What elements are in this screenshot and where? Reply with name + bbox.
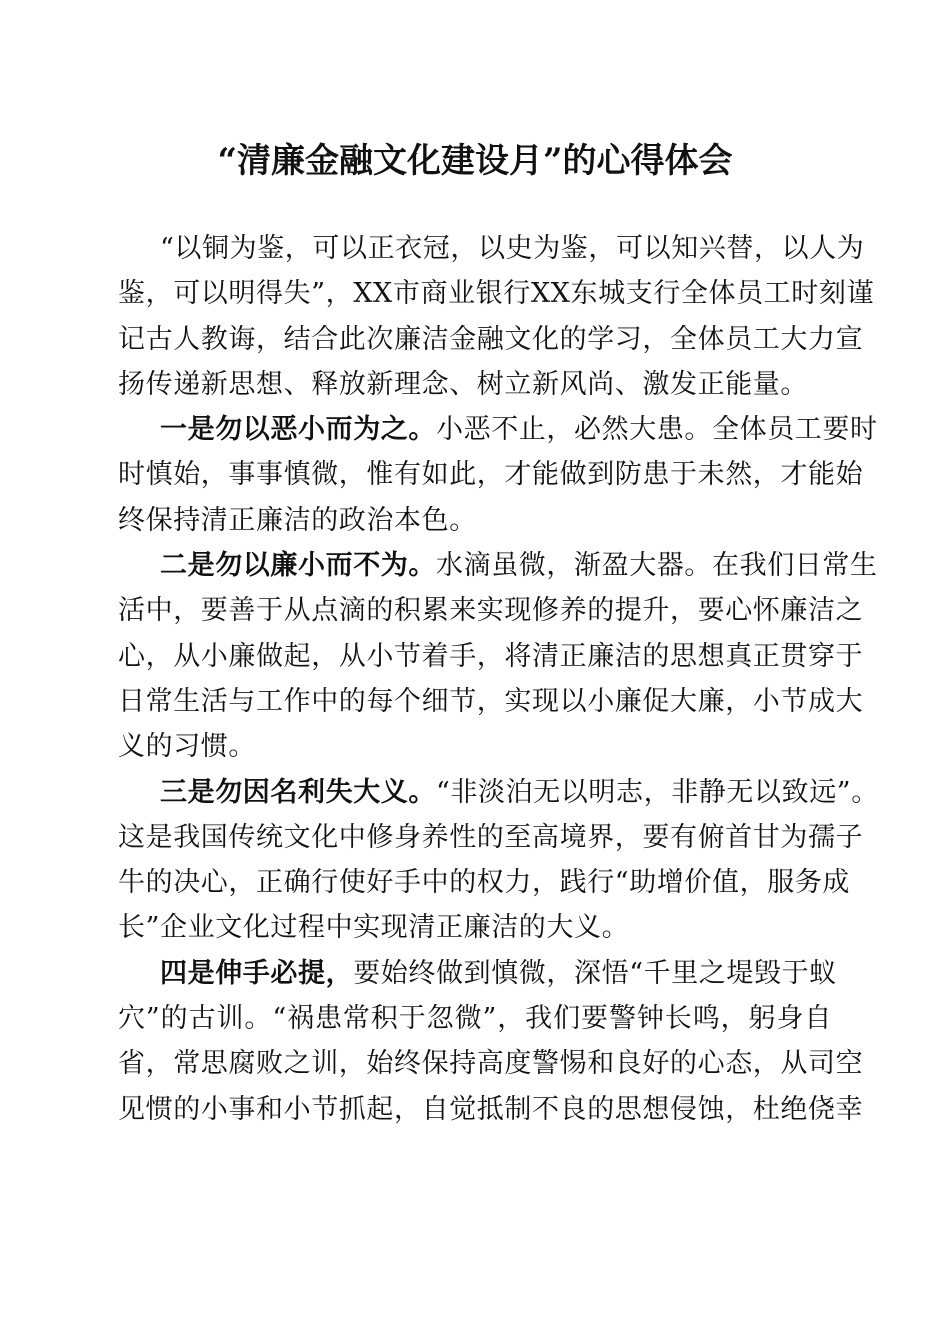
paragraph-point-2 [118,543,878,769]
paragraph-line: 心，从小廉做起，从小节着手，将清正廉洁的思想真正贯穿于 [118,640,864,672]
paragraph-point-1 [118,407,878,543]
paragraph-line-text: “非淡泊无以明志，非静无以致远”。 [436,776,879,808]
paragraph-line: 终保持清正廉洁的政治本色。 [118,504,477,536]
paragraph-line: 扬传递新思想、释放新理念、树立新风尚、激发正能量。 [118,368,808,400]
paragraph-line: 义的习惯。 [118,731,256,763]
paragraph-line-text: 要始终做到慎微，深悟“千里之堤毁于蚁 [353,957,837,989]
paragraph-line: “以铜为鉴，可以正衣冠，以史为鉴，可以知兴替，以人为 [160,233,865,264]
paragraph-line-text: 水滴虽微，渐盈大器。在我们日常生 [436,550,878,582]
document-title: “清廉金融文化建设月”的心得体会 [217,141,733,181]
paragraph-line: 鉴，可以明得失”，XX市商业银行XX东城支行全体员工时刻谨 [118,278,875,310]
paragraph-first-line [118,951,837,996]
paragraph-point-4 [118,951,864,1132]
paragraph-lead: 三是勿因名利失大义。 [160,776,436,808]
paragraph-line: 穴”的古训。“祸患常积于忽微”，我们要警钟长鸣，躬身自 [118,1003,832,1035]
paragraph-lead: 二是勿以廉小而不为。 [160,550,436,582]
document-body [118,226,879,1132]
paragraph-intro [118,226,875,407]
paragraph-line: 时慎始，事事慎微，惟有如此，才能做到防患于未然，才能始 [118,459,864,491]
paragraph-line: 长”企业文化过程中实现清正廉洁的大义。 [118,912,630,944]
paragraph-line: 日常生活与工作中的每个细节，实现以小廉促大廉，小节成大 [118,685,864,717]
paragraph-lead: 一是勿以恶小而为之。 [160,414,436,446]
paragraph-line-text: 小恶不止，必然大患。全体员工要时 [436,414,878,446]
paragraph-first-line [118,770,879,815]
paragraph-lead: 四是伸手必提， [160,957,354,989]
paragraph-line: 这是我国传统文化中修身养性的至高境界，要有俯首甘为孺子 [118,821,864,853]
paragraph-line: 牛的决心，正确行使好手中的权力，践行“助增价值，服务成 [118,867,851,899]
paragraph-first-line [118,407,878,452]
paragraph-line: 见惯的小事和小节抓起，自觉抵制不良的思想侵蚀，杜绝侥幸 [118,1093,864,1125]
paragraph-line: 记古人教诲，结合此次廉洁金融文化的学习，全体员工大力宣 [118,323,864,355]
paragraph-point-3 [118,770,879,951]
paragraph-first-line [118,543,878,588]
paragraph-line: 活中，要善于从点滴的积累来实现修养的提升，要心怀廉洁之 [118,595,864,627]
paragraph-line: 省，常思腐败之训，始终保持高度警惕和良好的心态，从司空 [118,1048,864,1080]
